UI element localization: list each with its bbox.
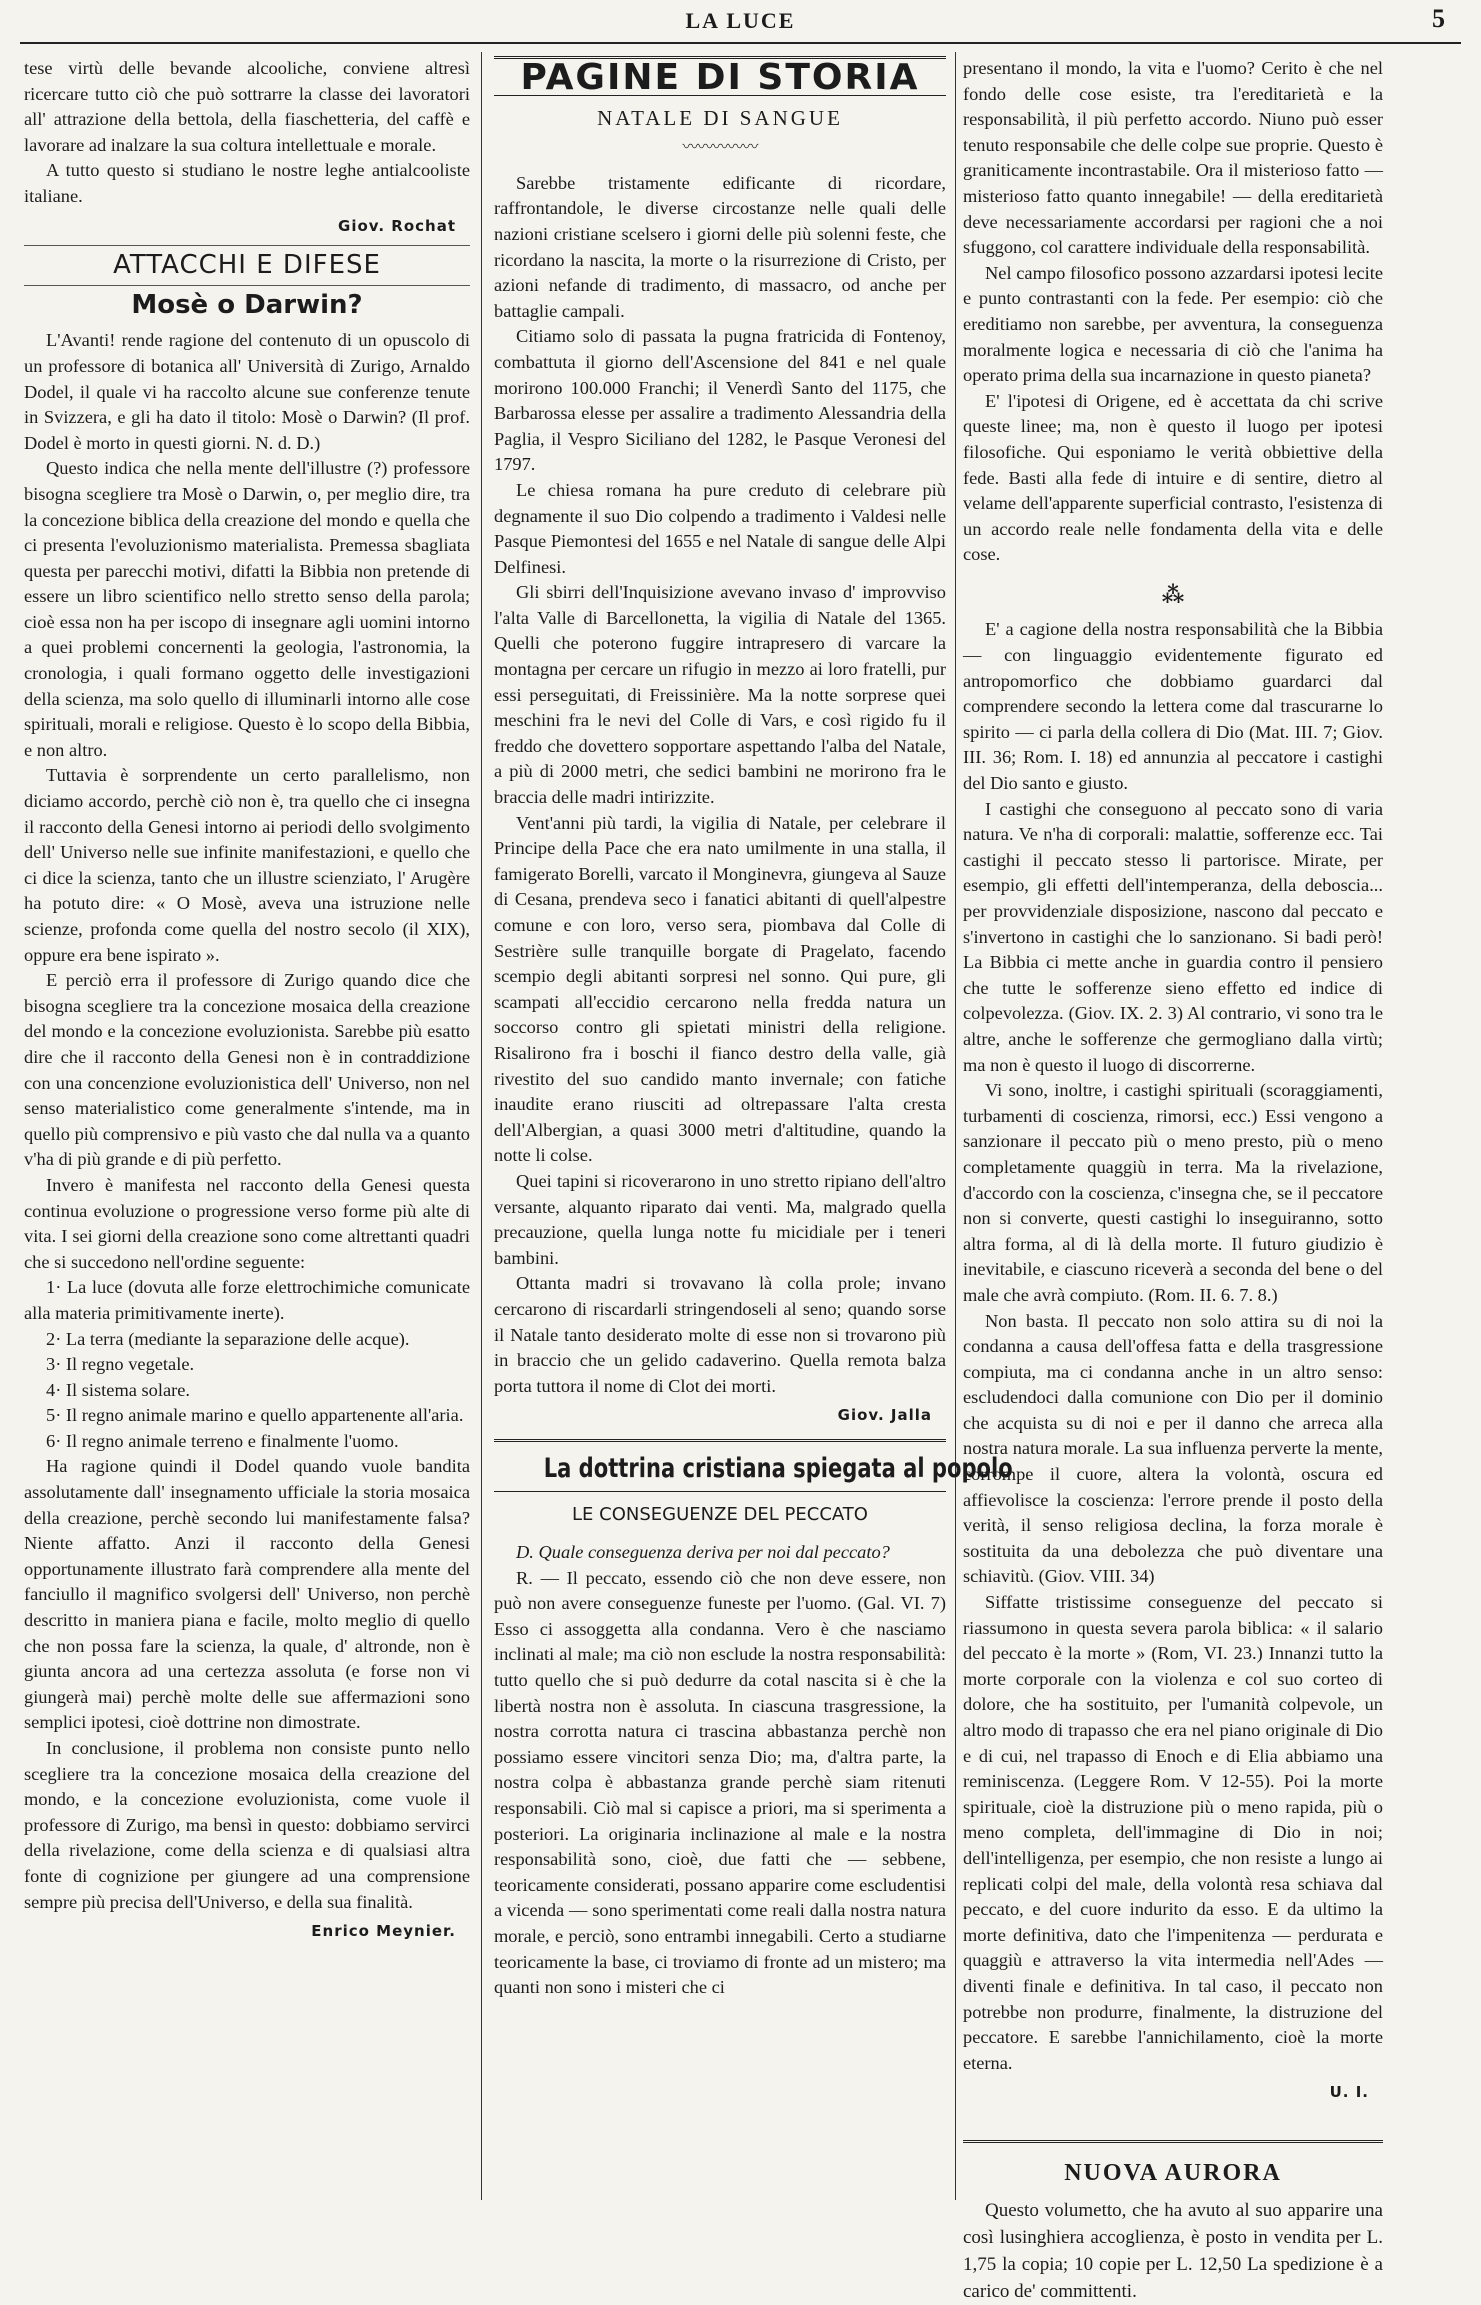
newspaper-title: LA LUCE xyxy=(685,8,796,33)
paragraph: Vi sono, inoltre, i castighi spirituali (scoraggiamenti, turbamenti di coscienza, rimorsi, ecc.) Essi vengono a sanzionare il peccato più o meno presto, più o meno completamente quaggiù in terra. Ma la rivelazione, d'accordo con la coscienza, c'insegna che, se il peccatore non si converte, questi castighi lo inseguiranno, sotto altra forma, al di là della morte. Il futuro giudizio è inevitabile, e ciascuno riceverà a seconda del bene o del male che avrà compiuto. (Rom. II. 6. 7. 8.) xyxy=(963,1080,1383,1305)
paragraph: Gli sbirri dell'Inquisizione avevano invaso d' improvviso l'alta Valle di Barcellonetta, la vigilia di Natale del 1365. Quelli che poterono fuggire intrapresero di varcare la montagna per cercare un rifugio in mezzo ai loro fratelli, pur essi perseguitati, di Freissinière. Ma la notte sorprese quei meschini fra le nevi del Colle di Vars, e così rigido fu il freddo che dovettero sopportare aspettando l'alba del Natale, a più di 2000 metri, che sedici bambini ne morirono fra le braccia delle madri intirizzite. xyxy=(494,582,946,808)
section-header xyxy=(494,1439,1013,1493)
article-title: NATALE DI SANGUE xyxy=(597,105,843,130)
page-number: 5 xyxy=(1432,4,1445,33)
paragraph: In conclusione, il problema non consiste punto nello scegliere tra la concezione mosaica della creazione del mondo, e la concezione evoluzionista, come vuole il professore di Zurigo, ma bensì in questo: dobbiamo servirci della rivelazione, come della scienza e di qualsiasi altra fonte di cognizione per giungere ad una comprensione sempre più precisa dell'Universo, e della sua finalità. xyxy=(24,1738,470,1912)
divider xyxy=(24,245,470,247)
column-1 xyxy=(24,56,470,2196)
paragraph: Questo indica che nella mente dell'illustre (?) professore bisogna scegliere tra Mosè o Darwin, o, per meglio dire, tra la concezione biblica della creazione del mondo e quella che ci presenta l'evoluzionismo materialista. Premessa sbagliata questa per parecchi motivi, difatti la Bibbia non pretende di essere un libro scientifico nello stretto senso della parola; cioè essa non ha per iscopo di insegnare agli uomini intorno a quei problemi concernenti la geologia, l'astronomia, la cronologia, i quali formano oggetto delle investigazioni della scienza, ma solo quello di illuminarli intorno alle cose spirituali, morali e religiose. Questo è lo scopo della Bibbia, e non altro. xyxy=(24,458,470,760)
paragraph: E perciò erra il professore di Zurigo quando dice che bisogna scegliere tra la concezione mosaica della creazione del mondo e la concezione evoluzionista. Sarebbe più esatto dire che il racconto della Genesi non è in contraddizione con una concenzione evoluzionistica dell' Universo, non nel senso materialistico come generalmente s'intende, ma in quello più comprensivo e più vasto che dal nulla va a quanto v'ha di più grande e di più perfetto. xyxy=(24,970,470,1170)
list-item: 1· La luce (dovuta alle forze elettrochimiche comunicate alla materia primitivamente inerte). xyxy=(24,1277,470,1323)
paragraph: A tutto questo si studiano le nostre leghe antialcooliste italiane. xyxy=(24,160,470,206)
list-item: 2· La terra (mediante la separazione delle acque). xyxy=(46,1328,410,1349)
paragraph: Ha ragione quindi il Dodel quando vuole bandita assolutamente dall' insegnamento ufficiale la storia mosaica della creazione, perchè secondo lui manifestamente falsa? Niente affatto. Anzi il racconto della Genesi opportunamente illustrato farà comprendere alla mente del fanciullo il magnifico svolgersi dell' Universo, non perchè descritto in maniera piana e facile, molto meglio di quello che non possa fare la scienza, la quale, d' altronde, non è giunta ancora ad una certezza assoluta (e forse non vi giungerà mai) perchè molte delle sue affermazioni sono semplici ipotesi, cioè dottrine non dimostrate. xyxy=(24,1456,470,1733)
divider xyxy=(24,285,470,287)
paragraph: D. Quale conseguenza deriva per noi dal peccato? xyxy=(516,1542,890,1563)
paragraph: Siffatte tristissime conseguenze del peccato si riassumono in questa severa parola biblica: « il salario del peccato è la morte » (Rom, VI. 23.) Innanzi tutto la morte corporale con la violenza e col suo corteo di dolore, che ha sostituito, per l'umanità colpevole, un altro modo di trapasso che era nel piano originale di Dio e di cui, nel trapasso di Enoch e di Elia abbiamo una reminiscenza. (Leggere Rom. V 12-55). Poi la morte spirituale, cioè la distruzione più o meno rapida, più o meno completa, dell'immagine di Dio in noi; dell'intelligenza, per esempio, che non resiste a lungo ai replicati colpi del male, della volontà resa schiava dal peccato, e del cuore indurito da esso. E da ultimo la morte definitiva, dato che l'impenitenza — perdurata e quaggiù e attraverso la vita intermedia nell'Ades — diventi finale e definitiva. In tal caso, il peccato non potrebbe non produrre, finalmente, la distruzione del peccatore. E sarebbe l'annichilamento, cioè la morte eterna. xyxy=(963,1592,1383,2073)
paragraph: Sarebbe tristamente edificante di ricordare, raffrontandole, le diverse circostanze nelle quali delle nazioni cristiane scelsero i giorni delle più solenni feste, che ricordano la nascita, la morte o la risurrezione di Cristo, per azioni nefande di tradimento, di massacro, od anche per battaglie campali. xyxy=(494,172,946,321)
list-item: 6· Il regno animale terreno e finalmente l'uomo. xyxy=(46,1430,399,1451)
column-3 xyxy=(963,56,1383,2302)
list-item: 5· Il regno animale marino e quello appartenente all'aria. xyxy=(46,1405,464,1426)
paragraph: E' l'ipotesi di Origene, ed è accettata da chi scrive queste linee; ma, non è questo il luogo per ipotesi filosofiche. Qui esponiamo le verità obbiettive della fede. Basti alla fede di intuire e di sentire, dietro al velame dell'apparente superficial contrasto, l'esistenza di un accordo reale nelle fondamenta della vita e delle cose. xyxy=(963,390,1383,565)
section-title: PAGINE DI STORIA xyxy=(520,57,920,98)
page-header xyxy=(0,0,1481,44)
column-2 xyxy=(494,56,1013,2196)
paragraph: Citiamo solo di passata la pugna fratricida di Fontenoy, combattuta il giorno dell'Ascensione del 841 e nel quale morirono 100.000 Franchi; il Venerdì Santo del 1175, che Barbarossa elesse per assalire a tradimento Alessandria della Paglia, il Vespro Siciliano del 1282, le Pasque Veronesi del 1797. xyxy=(494,326,946,475)
signature: Giov. Rochat xyxy=(338,216,456,235)
paragraph: Tuttavia è sorprendente un certo parallelismo, non diciamo accordo, perchè ciò non è, tra quello che ci insegna il racconto della Genesi intorno ai periodi dello svolgimento dell' Universo nelle sue infinite manifestazioni, e quello che ci dice la scienza, tanto che un illustre scienziato, l' Arugère ha potuto dire: « O Mosè, aveva una istruzione nelle scienze, profonda come quella del nostro secolo (il XIX), oppure era bene ispirato ». xyxy=(24,765,470,965)
paragraph: presentano il mondo, la vita e l'uomo? Cerito è che nel fondo delle cose esiste, tra l'ereditarietà e la responsabilità, il più perfetto accordo. Niuno può esser tenuto responsabile che delle colpe sue proprie. Questo è graniticamente incontrastabile. Ora il misterioso fatto — misterioso fatto quanto innegabile! — della ereditarietà deve necessariamente accordarsi per ragioni che a noi sfuggono, col carattere individuale della responsabilità. xyxy=(963,58,1383,258)
section-title: La dottrina cristiana spiegata al popolo xyxy=(543,1452,1013,1484)
advertisement xyxy=(963,2140,1383,2305)
paragraph: Nel campo filosofico possono azzardarsi ipotesi lecite e punto contrastanti con la fede. Per esempio: ciò che ereditiamo non sarebbe, per avventura, la conseguenza moralmente logica e necessaria di ciò che l'anima ha operato prima della sua incarnazione in questo pianeta? xyxy=(963,262,1383,386)
article-title: Mosè o Darwin? xyxy=(131,289,363,320)
column-divider xyxy=(481,52,482,2200)
signature: Enrico Meynier. xyxy=(311,1922,456,1941)
paragraph: Non basta. Il peccato non solo attira su di noi la condanna a causa dell'offesa fatta e della trasgressione compiuta, ma ci condanna anche in un altro senso: escludendoci dalla comunione con Dio per il dominio che acquista su di noi e per il danno che arreca alla nostra natura morale. La sua influenza perverte la mente, corrompe il cuore, altera la volontà, oscura ed affievolisce la coscienza: l'errore prende il posto della verità, il senso religiosa declina, la forza morale è sostituita da una debolezza che può diventare una schiavitù. (Giov. VIII. 34) xyxy=(963,1310,1383,1587)
paragraph: Quei tapini si ricoverarono in uno stretto ripiano dell'altro versante, alquanto riparato dai venti. Ma, malgrado quella precauzione, quella lunga notte fu micidiale per i teneri bambini. xyxy=(494,1170,946,1268)
signature: Giov. Jalla xyxy=(837,1406,932,1425)
section-header xyxy=(494,56,946,96)
asterism-ornament: ⁂ xyxy=(1161,581,1185,607)
ad-title: NUOVA AURORA xyxy=(1064,2159,1282,2186)
paragraph: Ottanta madri si trovavano là colla prole; invano cercarono di riscardarli stringendoseli al seno; quando sorse il Natale tanto desiderato molte di esse non si trovarono più in braccio che un gelido cadaverino. Quella remota balza porta tuttora il nome di Clot dei morti. xyxy=(494,1273,946,1396)
header-rule xyxy=(20,42,1461,44)
paragraph: Invero è manifesta nel racconto della Genesi questa continua evoluzione o progressione verso forme più alte di vita. I sei giorni della creazione sono come altrettanti quadri che si succedono nell'ordine seguente: xyxy=(24,1174,470,1272)
list-item: 3· Il regno vegetale. xyxy=(46,1354,195,1375)
paragraph: L'Avanti! rende ragione del contenuto di un opuscolo di un professore di botanica all' Università di Zurigo, Arnaldo Dodel, il quale vi ha raccolto alcune sue conferenze tenute in Svizzera, e gli ha dato il titolo: Mosè o Darwin? (Il prof. Dodel è morto in questi giorni. N. d. D.) xyxy=(24,330,470,453)
paragraph: E' a cagione della nostra responsabilità che la Bibbia — con linguaggio evidentemente figurato ed antropomorfico che dobbiamo guardarci dal comprendere secondo la lettera come dal trascurarne lo spirito — ci parla della collera di Dio (Mat. III. 7; Giov. III. 36; Rom. I. 18) ed annunzia al peccatore i castighi del Dio santo e giusto. xyxy=(963,619,1383,794)
column-divider xyxy=(955,52,956,2200)
article-title: LE CONSEGUENZE DEL PECCATO xyxy=(572,1504,868,1526)
paragraph: tese virtù delle bevande alcooliche, conviene altresì ricercare tutto ciò che può sottrarre la classe dei lavoratori all' attrazione della bettola, della fiaschetteria, del caffè e lavorare ad inalzare la sua coltura intellettuale e morale. xyxy=(24,58,470,155)
ornament: 〰〰〰〰〰 xyxy=(682,139,758,157)
ad-text: Questo volumetto, che ha avuto al suo apparire una così lusinghiera accoglienza, è posto in vendita per L. 1,75 la copia; 10 copie per L. 12,50 La spedizione è a carico de' committenti. xyxy=(963,2199,1383,2302)
paragraph: Vent'anni più tardi, la vigilia di Natale, per celebrare il Principe della Pace che era nato umilmente in una stalla, il famigerato Borelli, varcato il Monginevra, giungeva al Sauze di Cesana, prendeva seco i fanatici abitanti di quell'alpestre comune e con loro, verso sera, piombava dal Colle di Sestrière sulle tranquille borgate di Pragelato, facendo scempio degli abitanti sorpresi nel sonno. Qui pure, gli scampati all'eccidio cercarono nella fredda natura un soccorso contro gli spietati ministri della religione. Risalirono fra i boschi il fianco destro della valle, già rivestito del suo candido manto invernale; con fatiche inaudite erano riusciti ad oltrepassare l'alta cresta dell'Albergian, a quasi 3000 metri d'altitudine, quando la notte li colse. xyxy=(494,812,946,1166)
section-title: ATTACCHI E DIFESE xyxy=(113,250,381,281)
paragraph: Le chiesa romana ha pure creduto di celebrare più degnamente il suo Dio colpendo a tradimento i Valdesi nelle Pasque Piemontesi del 1655 e nel Natale di sangue delle Alpi Delfinesi. xyxy=(494,479,946,577)
paragraph: R. — Il peccato, essendo ciò che non deve essere, non può non avere conseguenze funeste per l'uomo. (Gal. VI. 7) Esso ci assoggetta alla condanna. Vero è che nasciamo inclinati al male; ma ciò non esclude la nostra responsabilità: tutto quello che si può dedurre da cotal nascita si è che la libertà nostra non è assoluta. In ciascuna trasgressione, la nostra corrotta natura ci trascina abbastanza perchè non possiamo essere vincitori senza Dio; ma, d'altra parte, la nostra colpa è abbastanza grande perchè siam ritenuti responsabili. Ciò mal si capisce a priori, ma si sperimenta a posteriori. La originaria inclinazione al male e la nostra responsabilità sono, cioè, due fatti che — sebbene, teoricamente considerati, possano apparire come escludentisi a vicenda — sono sperimentati come reali dalla nostra natura morale, e perciò, sono entrambi innegabili. Certo a studiarne teoricamente la base, ci troviamo di fronte ad un mistero; ma quanti non sono i misteri che ci xyxy=(494,1567,946,1998)
paragraph: I castighi che conseguono al peccato sono di varia natura. Ve n'ha di corporali: malattie, sofferenze ecc. Tai castighi il peccato stesso li partorisce. Mirate, per esempio, gli effetti dell'intemperanza, della deboscia... per provvidenziale disposizione, nascono dal peccato e s'invertono in castighi che lo sanzionano. Si badi però! La Bibbia ci mette anche in guardia contro il pensiero che tutte le sofferenze sieno effetto ed indice di colpevolezza. (Giov. IX. 2. 3) Al contrario, vi sono tra le altre, anche le sofferenze che germogliano dalla virtù; ma non è questo il luogo di discorrerne. xyxy=(963,798,1383,1075)
signature: U. I. xyxy=(1329,2083,1369,2102)
list-item: 4· Il sistema solare. xyxy=(46,1379,191,1400)
